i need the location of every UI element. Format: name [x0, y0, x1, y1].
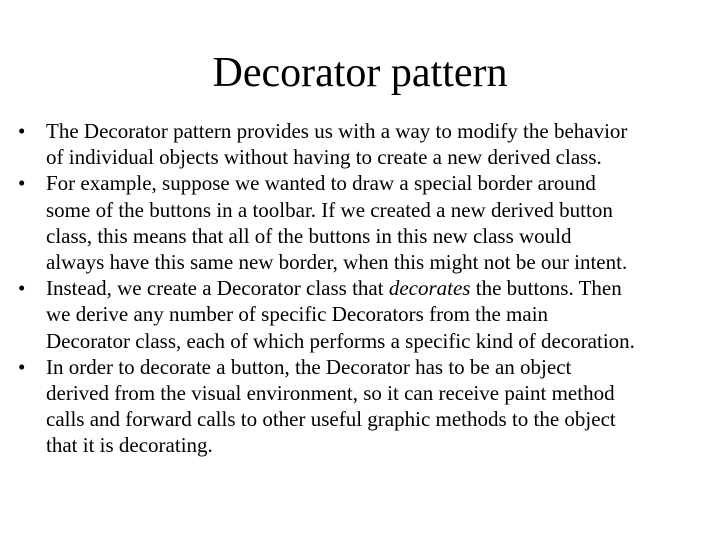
bullet-text-line: always have this same new border, when this might not be our intent. [46, 250, 628, 275]
bullet-text-line: derived from the visual environment, so it can receive paint method [46, 381, 615, 406]
bullet-text-line: For example, suppose we wanted to draw a special border around [46, 171, 596, 196]
bullet-text-line: class, this means that all of the buttons in this new class would [46, 223, 572, 248]
bullet-icon: • [18, 354, 26, 379]
bullet-text-line: we derive any number of specific Decorators from the main [46, 302, 549, 327]
bullet-list [18, 118, 718, 459]
bullet-text-line: of individual objects without having to create a new derived class. [46, 145, 602, 170]
bullet-icon: • [18, 119, 26, 143]
bullet-text-segment: the buttons. Then [470, 276, 622, 301]
bullet-text-line: some of the buttons in a toolbar. If we created a new derived button [46, 197, 613, 222]
bullet-item [18, 170, 718, 275]
bullet-text-segment: Instead, we create a Decorator class that [46, 276, 389, 301]
bullet-item [18, 354, 718, 459]
bullet-text-line: The Decorator pattern provides us with a way to modify the behavior [46, 119, 628, 143]
bullet-item [18, 275, 718, 354]
bullet-item [18, 118, 718, 170]
bullet-text-line: In order to decorate a button, the Decorator has to be an object [46, 354, 572, 379]
emphasized-word: decorates [388, 276, 471, 301]
bullet-text-line: calls and forward calls to other useful graphic methods to the object [46, 407, 616, 432]
bullet-text-line: that it is decorating. [46, 433, 213, 458]
bullet-icon: • [18, 276, 26, 301]
bullet-icon: • [18, 171, 26, 196]
bullet-text-line: Decorator class, each of which performs a specific kind of decoration. [46, 328, 635, 353]
slide-title: Decorator pattern [212, 50, 508, 96]
bullet-text-line [46, 275, 718, 301]
